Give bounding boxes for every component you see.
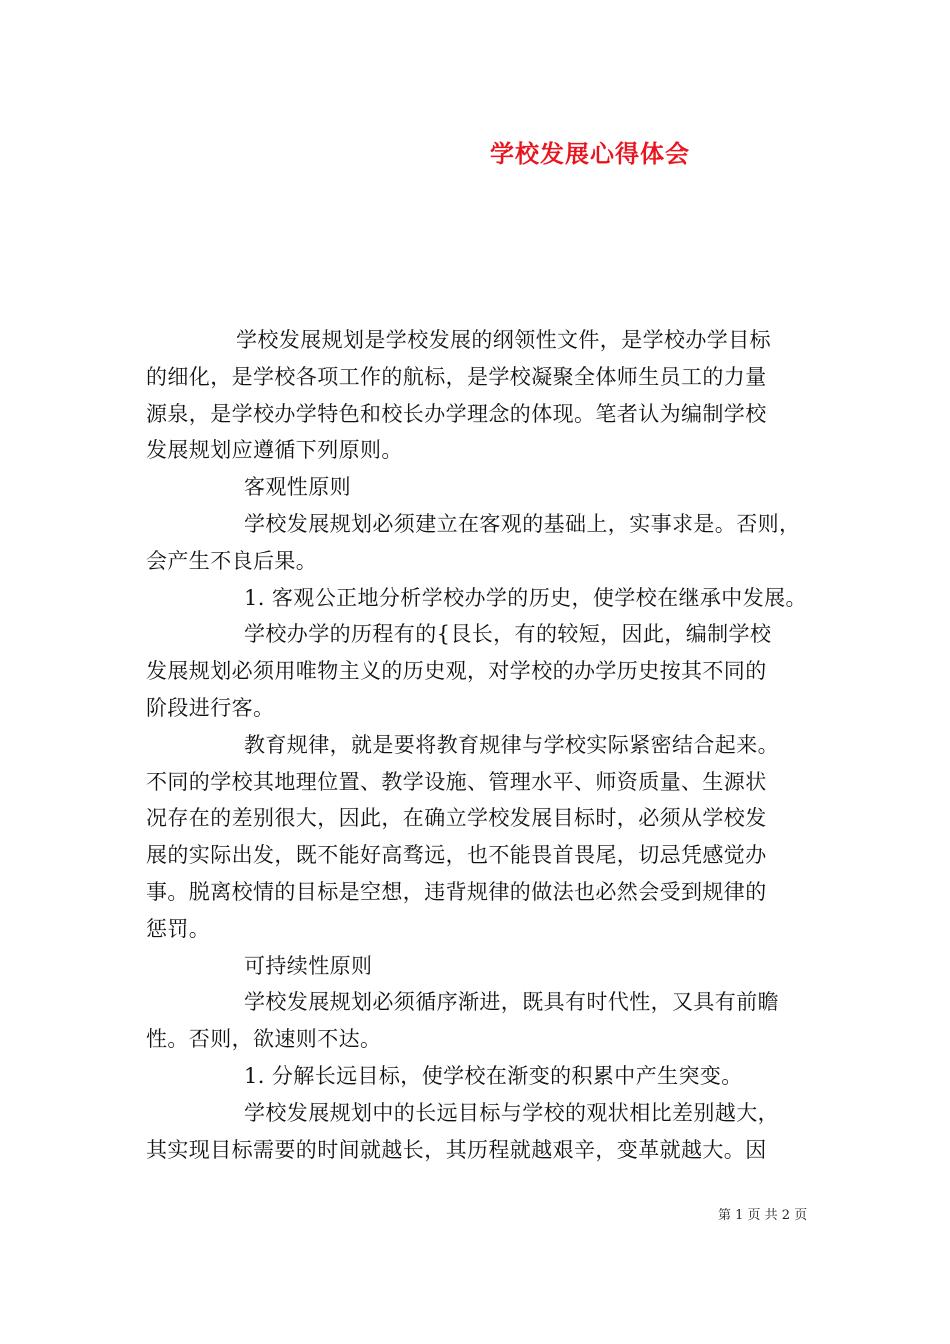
text-line: 学校发展规划必须建立在客观的基础上，实事求是。否则， xyxy=(244,512,801,536)
text-line: 展的实际出发，既不能好高骛远，也不能畏首畏尾，切忌凭感觉办 xyxy=(146,843,767,868)
text-line: 惩罚。 xyxy=(146,916,211,941)
text-line: 的细化，是学校各项工作的航标，是学校凝聚全体师生员工的力量 xyxy=(146,364,767,389)
text-line: 客观性原则 xyxy=(244,475,351,500)
text-line: 不同的学校其地理位置、教学设施、管理水平、师资质量、生源状 xyxy=(146,769,767,794)
text-line: 况存在的差别很大，因此，在确立学校发展目标时，必须从学校发 xyxy=(146,806,767,831)
text-line: 学校发展规划是学校发展的纲领性文件，是学校办学目标 xyxy=(236,328,771,352)
text-line: 可持续性原则 xyxy=(244,953,373,978)
text-line: 学校发展规划中的长远目标与学校的观状相比差别越大， xyxy=(244,1100,779,1125)
page-number: 第 1 页 共 2 页 xyxy=(718,1208,808,1223)
text-line: 源泉，是学校办学特色和校长办学理念的体现。笔者认为编制学校 xyxy=(146,401,767,426)
text-line: 发展规划必须用唯物主义的历史观，对学校的办学历史按其不同的 xyxy=(146,659,767,684)
text-line: 1. 分解长远目标，使学校在渐变的积累中产生突变。 xyxy=(244,1064,743,1088)
text-line: 阶段进行客。 xyxy=(146,696,275,720)
text-line: 1. 客观公正地分析学校办学的历史，使学校在继承中发展。 xyxy=(244,585,807,610)
text-line: 会产生不良后果。 xyxy=(146,548,318,573)
text-line: 学校办学的历程有的{艮长，有的较短，因此，编制学校 xyxy=(244,622,772,647)
text-line: 其实现目标需要的时间就越长，其历程就越艰辛，变革就越大。因 xyxy=(146,1137,767,1162)
document-title: 学校发展心得体会 xyxy=(490,139,690,168)
text-line: 性。否则，欲速则不达。 xyxy=(146,1027,382,1052)
text-line: 事。脱离校情的目标是空想，违背规律的做法也必然会受到规律的 xyxy=(146,880,767,904)
text-line: 发展规划应遵循下列原则。 xyxy=(146,438,403,463)
text-line: 教育规律，就是要将教育规律与学校实际紧密结合起来。 xyxy=(244,732,779,757)
text-line: 学校发展规划必须循序渐进，既具有时代性，又具有前瞻 xyxy=(244,990,779,1015)
